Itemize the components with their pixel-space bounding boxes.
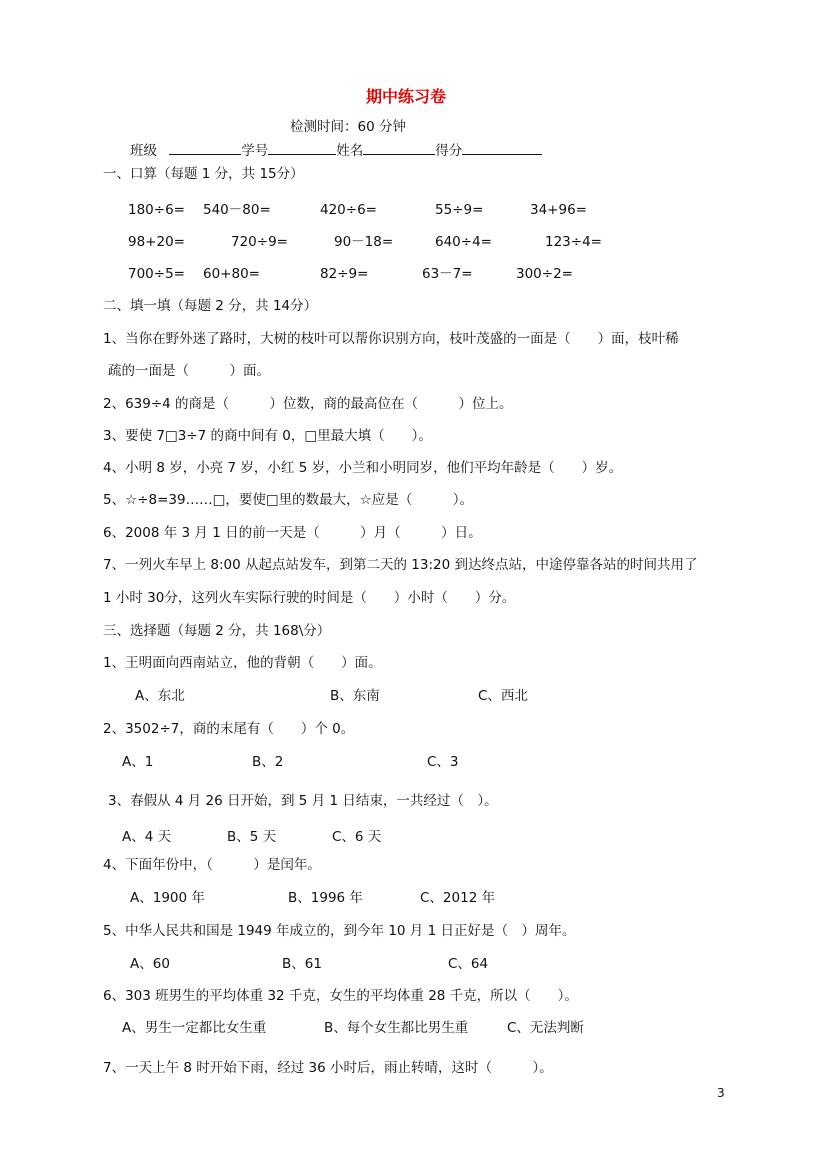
- question-3-7: 7、一天上午 8 时开始下雨，经过 36 小时后，雨止转晴，这时（ ）。: [103, 1060, 553, 1076]
- option-b[interactable]: B、1996 年: [288, 890, 363, 906]
- section2-heading: 二、填一填（每题 2 分，共 14分）: [103, 298, 318, 314]
- option-c[interactable]: C、无法判断: [507, 1020, 584, 1036]
- question-3-1: 1、王明面向西南站立，他的背朝（ ）面。: [103, 655, 382, 671]
- student-no-label: 学号: [241, 143, 269, 159]
- question-2-3: 3、要使 7□3÷7 的商中间有 0，□里最大填（ ）。: [103, 428, 432, 444]
- option-b[interactable]: B、61: [282, 956, 322, 972]
- calc-item: 82÷9=: [320, 266, 369, 282]
- option-a[interactable]: A、60: [130, 956, 170, 972]
- option-c[interactable]: C、6 天: [332, 829, 382, 845]
- student-info-line: [130, 142, 542, 159]
- calc-item: 63－7=: [422, 266, 473, 282]
- calc-item: 90－18=: [334, 234, 394, 250]
- section1-heading: 一、口算（每题 1 分，共 15分）: [103, 166, 304, 182]
- calc-item: 640÷4=: [435, 234, 492, 250]
- option-a[interactable]: A、4 天: [122, 829, 172, 845]
- calc-item: 180÷6=: [128, 202, 185, 218]
- question-2-1-line1: 1、当你在野外迷了路时，大树的枝叶可以帮你识别方向，枝叶茂盛的一面是（ ）面，枝叶稀: [103, 331, 679, 347]
- option-b[interactable]: B、每个女生都比男生重: [324, 1020, 469, 1036]
- question-2-7-line2: 1 小时 30分，这列火车实际行驶的时间是（ ）小时（ ）分。: [103, 590, 516, 606]
- class-label: 班级: [130, 143, 157, 159]
- calc-item: 300÷2=: [516, 266, 573, 282]
- page-number: 3: [717, 1086, 725, 1100]
- calc-item: 123÷4=: [545, 234, 602, 250]
- question-3-5: 5、中华人民共和国是 1949 年成立的，到今年 10 月 1 日正好是（ ）周年。: [103, 923, 576, 939]
- option-a[interactable]: A、1900 年: [130, 890, 205, 906]
- option-c[interactable]: C、2012 年: [420, 890, 496, 906]
- question-2-6: 6、2008 年 3 月 1 日的前一天是（ ）月（ ）日。: [103, 525, 482, 541]
- question-3-2: 2、3502÷7，商的末尾有（ ）个 0。: [103, 721, 355, 737]
- calc-item: 720÷9=: [231, 234, 288, 250]
- calc-item: 98+20=: [128, 234, 185, 250]
- option-c[interactable]: C、3: [427, 754, 459, 770]
- question-2-7-line1: 7、一列火车早上 8:00 从起点站发车，到第二天的 13:20 到达终点站，中途停靠各站的时间共用了: [103, 557, 698, 573]
- option-c[interactable]: C、西北: [478, 688, 528, 704]
- question-3-6: 6、303 班男生的平均体重 32 千克，女生的平均体重 28 千克，所以（ ）。: [103, 988, 578, 1004]
- calc-item: 55÷9=: [435, 202, 484, 218]
- question-2-1-line2: 疏的一面是（ ）面。: [108, 363, 270, 379]
- calc-item: 700÷5=: [128, 266, 185, 282]
- student-no-blank[interactable]: [268, 142, 336, 155]
- page-title: 期中练习卷: [366, 87, 447, 106]
- question-2-4: 4、小明 8 岁，小亮 7 岁，小红 5 岁，小兰和小明同岁，他们平均年龄是（ ）岁。: [103, 460, 623, 476]
- option-c[interactable]: C、64: [448, 956, 489, 972]
- option-b[interactable]: B、5 天: [227, 829, 277, 845]
- section3-heading: 三、选择题（每题 2 分，共 168\分）: [103, 623, 331, 639]
- question-3-3: 3、春假从 4 月 26 日开始，到 5 月 1 日结束，一共经过（ ）。: [108, 793, 498, 809]
- test-time: 检测时间：60 分钟: [290, 119, 406, 135]
- option-b[interactable]: B、2: [252, 754, 284, 770]
- question-2-5: 5、☆÷8=39……□，要使□里的数最大，☆应是（ ）。: [103, 492, 473, 508]
- calc-item: 60+80=: [203, 266, 260, 282]
- score-blank[interactable]: [462, 142, 542, 155]
- class-blank[interactable]: [169, 142, 241, 155]
- question-3-4: 4、下面年份中，（ ）是闰年。: [103, 857, 321, 873]
- calc-item: 420÷6=: [320, 202, 377, 218]
- name-blank[interactable]: [363, 142, 435, 155]
- option-a[interactable]: A、男生一定都比女生重: [122, 1020, 267, 1036]
- option-a[interactable]: A、东北: [135, 688, 185, 704]
- question-2-2: 2、639÷4 的商是（ ）位数，商的最高位在（ ）位上。: [103, 396, 513, 412]
- calc-item: 540－80=: [203, 202, 271, 218]
- score-label: 得分: [435, 143, 463, 159]
- option-b[interactable]: B、东南: [330, 688, 380, 704]
- name-label: 姓名: [336, 143, 364, 159]
- option-a[interactable]: A、1: [122, 754, 154, 770]
- calc-item: 34+96=: [530, 202, 587, 218]
